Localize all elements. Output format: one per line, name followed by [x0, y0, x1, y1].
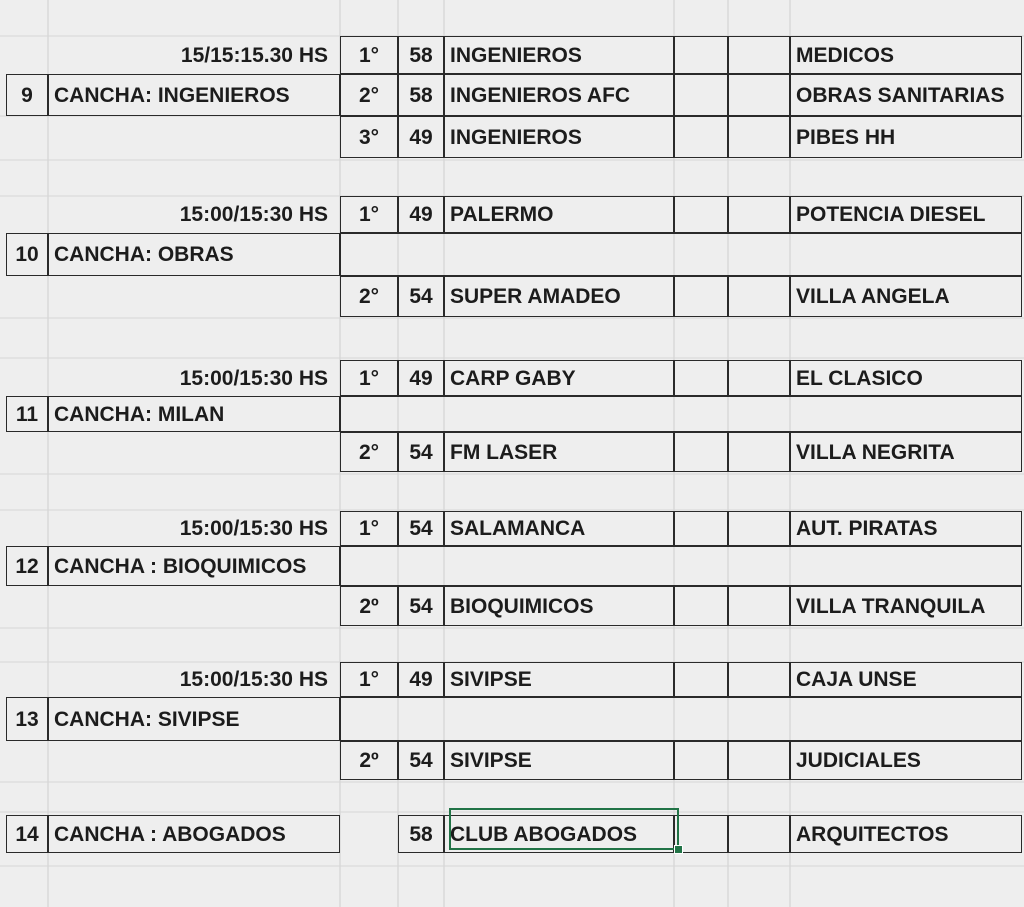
home-team-cell[interactable]: INGENIEROS: [450, 125, 582, 149]
match-11-spacer-row[interactable]: [340, 396, 1022, 432]
division-cell[interactable]: 2°: [358, 83, 380, 107]
match-9-row-1-e1-border[interactable]: [674, 74, 728, 116]
home-team-cell[interactable]: CARP GABY: [450, 366, 576, 390]
match-9-row-0-e2-border[interactable]: [728, 36, 790, 74]
match-number-cell[interactable]: 14: [15, 822, 39, 846]
match-11-row-0-e1-border[interactable]: [674, 360, 728, 396]
match-9-row-1-e2-border[interactable]: [728, 74, 790, 116]
home-team-cell[interactable]: BIOQUIMICOS: [450, 594, 594, 618]
category-cell[interactable]: 54: [409, 594, 433, 618]
active-cell-selection[interactable]: [449, 808, 679, 850]
match-11-row-1-e1-border[interactable]: [674, 432, 728, 472]
match-14-row-0-e2-border[interactable]: [728, 815, 790, 853]
home-team-cell[interactable]: SUPER AMADEO: [450, 285, 621, 308]
match-number-cell[interactable]: 13: [15, 707, 39, 731]
match-13-row-1-e2-border[interactable]: [728, 741, 790, 780]
match-13-spacer-row[interactable]: [340, 697, 1022, 741]
match-12-row-1-e2-border[interactable]: [728, 586, 790, 626]
home-team-cell[interactable]: FM LASER: [450, 440, 558, 464]
home-team-cell[interactable]: SIVIPSE: [450, 749, 532, 772]
away-team-cell[interactable]: MEDICOS: [796, 43, 895, 67]
fill-handle[interactable]: [674, 845, 683, 854]
match-number-cell[interactable]: 12: [15, 554, 39, 578]
away-team-cell[interactable]: VILLA ANGELA: [796, 285, 950, 308]
category-cell[interactable]: 54: [409, 749, 433, 772]
category-cell[interactable]: 49: [409, 125, 433, 149]
home-team-cell[interactable]: PALERMO: [450, 203, 554, 226]
category-cell[interactable]: 54: [409, 517, 433, 540]
match-11-row-1-e2-border[interactable]: [728, 432, 790, 472]
venue-cell[interactable]: CANCHA: INGENIEROS: [54, 83, 290, 107]
division-cell[interactable]: 1°: [358, 668, 380, 691]
home-team-cell[interactable]: INGENIEROS: [450, 43, 582, 67]
category-cell[interactable]: 58: [409, 43, 433, 67]
match-10-row-1-e1-border[interactable]: [674, 276, 728, 317]
venue-cell[interactable]: CANCHA: OBRAS: [54, 243, 234, 266]
division-cell[interactable]: 2°: [358, 285, 380, 308]
match-number-cell[interactable]: 9: [21, 83, 33, 107]
away-team-cell[interactable]: JUDICIALES: [796, 749, 921, 772]
match-9-row-2-e2-border[interactable]: [728, 116, 790, 158]
match-number-cell[interactable]: 11: [15, 402, 39, 426]
away-team-cell[interactable]: PIBES HH: [796, 125, 896, 149]
venue-cell[interactable]: CANCHA: SIVIPSE: [54, 707, 240, 731]
match-10-row-0-e1-border[interactable]: [674, 196, 728, 233]
match-10-row-1-e2-border[interactable]: [728, 276, 790, 317]
division-cell[interactable]: 1°: [358, 366, 380, 390]
match-number-cell[interactable]: 10: [15, 243, 39, 266]
division-cell[interactable]: 1°: [358, 203, 380, 226]
home-team-cell[interactable]: SALAMANCA: [450, 517, 586, 540]
match-12-row-0-e2-border[interactable]: [728, 511, 790, 546]
home-team-cell[interactable]: SIVIPSE: [450, 668, 532, 691]
division-cell[interactable]: 1°: [358, 517, 380, 540]
time-cell[interactable]: 15/15:15.30 HS: [180, 43, 328, 67]
match-9-row-0-e1-border[interactable]: [674, 36, 728, 74]
division-cell[interactable]: 1°: [358, 43, 380, 67]
away-team-cell[interactable]: EL CLASICO: [796, 366, 923, 390]
match-10-row-0-e2-border[interactable]: [728, 196, 790, 233]
match-12-row-0-e1-border[interactable]: [674, 511, 728, 546]
time-cell[interactable]: 15:00/15:30 HS: [179, 517, 328, 540]
match-13-row-1-e1-border[interactable]: [674, 741, 728, 780]
category-cell[interactable]: 54: [409, 285, 433, 308]
category-cell[interactable]: 58: [409, 822, 433, 846]
time-cell[interactable]: 15:00/15:30 HS: [179, 203, 328, 226]
division-cell[interactable]: 2º: [359, 594, 379, 618]
match-13-row-0-e2-border[interactable]: [728, 662, 790, 697]
category-cell[interactable]: 49: [409, 366, 433, 390]
match-9-row-2-e1-border[interactable]: [674, 116, 728, 158]
venue-cell[interactable]: CANCHA: MILAN: [54, 402, 225, 426]
match-12-row-1-e1-border[interactable]: [674, 586, 728, 626]
venue-cell[interactable]: CANCHA : ABOGADOS: [54, 822, 286, 846]
away-team-cell[interactable]: AUT. PIRATAS: [796, 517, 938, 540]
away-team-cell[interactable]: VILLA TRANQUILA: [796, 594, 986, 618]
away-team-cell[interactable]: VILLA NEGRITA: [796, 440, 955, 464]
division-cell[interactable]: 3°: [358, 125, 380, 149]
home-team-cell[interactable]: INGENIEROS AFC: [450, 83, 631, 107]
match-11-row-0-e2-border[interactable]: [728, 360, 790, 396]
away-team-cell[interactable]: POTENCIA DIESEL: [796, 203, 986, 226]
time-cell[interactable]: 15:00/15:30 HS: [179, 366, 328, 390]
category-cell[interactable]: 49: [409, 668, 433, 691]
match-13-row-0-e1-border[interactable]: [674, 662, 728, 697]
venue-cell[interactable]: CANCHA : BIOQUIMICOS: [54, 554, 307, 578]
category-cell[interactable]: 58: [409, 83, 433, 107]
category-cell[interactable]: 49: [409, 203, 433, 226]
home-team-cell[interactable]: CLUB ABOGADOS: [450, 822, 638, 846]
time-cell[interactable]: 15:00/15:30 HS: [179, 668, 328, 691]
category-cell[interactable]: 54: [409, 440, 433, 464]
division-cell[interactable]: 2°: [358, 440, 380, 464]
division-cell[interactable]: 2º: [359, 749, 379, 772]
match-10-spacer-row[interactable]: [340, 233, 1022, 276]
away-team-cell[interactable]: OBRAS SANITARIAS: [796, 83, 1005, 107]
away-team-cell[interactable]: CAJA UNSE: [796, 668, 917, 691]
away-team-cell[interactable]: ARQUITECTOS: [796, 822, 949, 846]
match-12-spacer-row[interactable]: [340, 546, 1022, 586]
